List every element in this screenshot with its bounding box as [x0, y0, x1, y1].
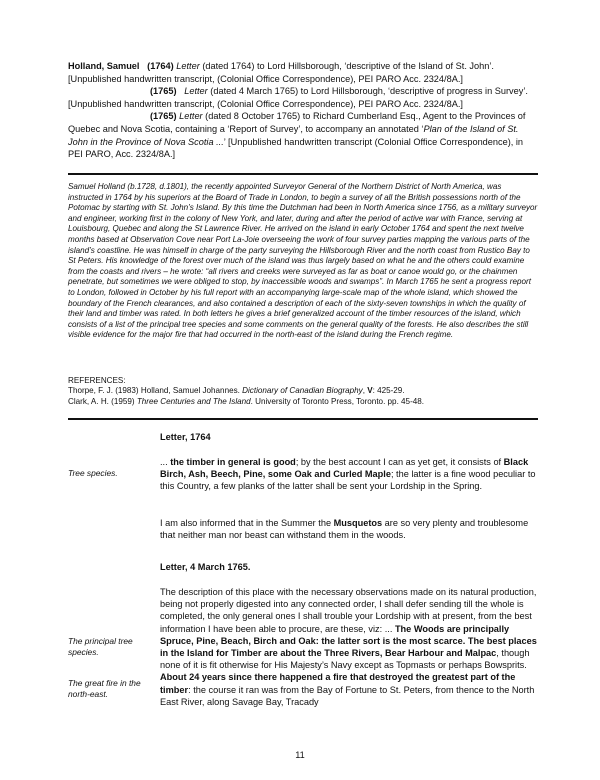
ref-text: : 425-29. [372, 386, 405, 396]
body-text: are so very plenty and troublesome that neither man nor beast can withstand them in the woods. [160, 518, 529, 541]
citation-text: (dated 4 March 1765) to Lord Hillsborough, ‘descriptive of progress in Survey’. [Unpublished handwritten transcript, (Colonial Office Correspondence), PEI PARO Acc. 2324/8A.] [68, 86, 528, 109]
body-bold: Musquetos [333, 518, 383, 528]
ref-volume: V [367, 386, 373, 396]
letter-1764-title: Letter, 1764 [160, 432, 211, 442]
citation-entry-1764 [68, 60, 538, 85]
body-text: ; by the best account I can as yet get, it consists of [295, 457, 504, 467]
body-text: ; the latter is a fine wood peculiar to this Country, a few planks of the latter shall be sent your Lordship in the Spring. [160, 469, 536, 492]
ref-text: . University of Toronto Press, Toronto. pp. 45-48. [250, 396, 425, 406]
body-text: ... [160, 457, 171, 467]
plan-title: Plan of the Island of St. John in the Province of Nova Scotia ... [68, 123, 519, 147]
ref-text: Thorpe, F. J. (1983) Holland, Samuel Johannes. [68, 386, 243, 396]
body-text: : the course it ran was from the Bay of Fortune to St. Peters, from thence to the North East River, along Savage Bay, Tracady [160, 684, 535, 707]
citation-text: ’ [Unpublished handwritten transcript (Colonial Office Correspondence), in PEI PARO, Acc. 2324/8A.] [68, 136, 524, 160]
citation-type: Letter [184, 86, 208, 97]
body-bold: About 24 years since there happened a fire that destroyed the greatest part of the timber [160, 672, 516, 695]
body-bold: the timber in general is good [170, 457, 296, 467]
ref-text: , [362, 386, 368, 396]
ref-title: Three Centuries and The Island [136, 396, 251, 406]
letter-1764-paragraph-2 [160, 517, 540, 541]
citation-author: Holland, Samuel [68, 61, 140, 71]
citation-text: (dated 1764) to Lord Hillsborough, ‘descriptive of the Island of St. John’. [Unpublished handwritten transcript, (Colonial Office Correspondence), PEI PARO Acc. 2324/8A.] [68, 61, 494, 84]
body-bold: Black Birch, Ash, Beech, Pine, some Oak and Curled Maple [160, 457, 529, 480]
citation-type: Letter [176, 61, 200, 71]
top-divider [68, 173, 538, 175]
ref-title: Dictionary of Canadian Biography [242, 386, 363, 396]
body-text: , though none of it is fit otherwise for His Majesty’s Navy except as Topmasts or perhaps Bowsprits. [160, 648, 530, 671]
citation-block [68, 60, 538, 161]
middle-divider [68, 418, 538, 420]
citation-text: (dated 8 October 1765) to Richard Cumberland Esq., Agent to the Provinces of Quebec and Nova Scotia, containing a ‘Report of Survey’, to accompany an annotated ‘ [68, 111, 526, 134]
ref-text: Clark, A. H. (1959) [68, 396, 137, 406]
reference-clark [68, 397, 538, 407]
page-number: 11 [295, 750, 305, 760]
letter-1764-paragraph-1 [160, 456, 540, 493]
letter-1765-title: Letter, 4 March 1765. [160, 562, 251, 572]
citation-type: Letter [179, 111, 203, 122]
references-heading: REFERENCES: [68, 376, 126, 385]
citation-year: (1764) [147, 61, 174, 71]
letter-1765-paragraph [160, 586, 540, 708]
citation-year: (1765) [150, 86, 177, 97]
margin-note-great-fire: The great fire in the north-east. [68, 678, 141, 699]
body-text: The description of this place with the necessary observations made on its natural production, being not properly digested into any connected order, I shall defer sending till the whole is completed, the only general ones I shall trouble your Lordship with at present, from the best information I have been able to procure, are these, viz: ... [160, 587, 537, 634]
body-text: I am also informed that in the Summer the [160, 518, 334, 528]
abstract-paragraph: Samuel Holland (b.1728, d.1801), the recently appointed Surveyor General of the Northern District of North America, was instructed in 1764 by his superiors at the Board of Trade in London, to begin a survey of all the British possessions north of the Potomac by starting with St. John’s Island. By this time the Dutchman had been in North America since 1756, as a military surveyor and engineer, working first in the colony of New York, and later, during and after the period of active war with France, serving at Louisbourg, Quebec and along the St Lawrence River. He arrived on the island in early October 1764 and spent the next twelve months based at Observation Cove near Port La-Joie overseeing the work of four survey parties mapping the various parts of the island’s coastline. He was himself in charge of the party surveying the Hillsborough River and the north coast from Rustico Bay to St Peters. His knowledge of the forest over much of the island was thus largely based on what he and the others could examine from the coasts and rivers – he wrote: “all rivers and creeks were surveyed as far as boat or canoe would go, or the chainmen penetrate, but sometimes we were obliged to stop, by inaccessible woods and swamps”. In March 1765 he sent a progress report to London, followed in October by his full report with an accompanying large-scale map of the whole island, which showed the boundary of the French clearances, and also contained a description of each of the sixty-seven townships in which the quality of their land and timber was rated. In both letters he gives a brief generalized account of the timber resources of the island, which consists of a list of the principal tree species and some comments on the general quality of the forests. He also describes the still visible evidence for the major fire that had occurred in the north-east of the island during the French regime. [68, 182, 538, 340]
margin-note-tree-species: Tree species. [68, 468, 118, 478]
citation-entry-1765-march [68, 85, 538, 110]
references [68, 376, 538, 407]
citation-entry-1765-october [68, 110, 538, 160]
reference-thorpe [68, 386, 538, 396]
margin-note-principal-species: The principal tree species. [68, 636, 133, 657]
body-bold: The Woods are principally Spruce, Pine, Beach, Birch and Oak: the latter sort is the most scarce. The best places in the Island for Timber are about the Three Rivers, Bear Harbour and Malpac [160, 623, 537, 659]
citation-year: (1765) [150, 111, 177, 122]
